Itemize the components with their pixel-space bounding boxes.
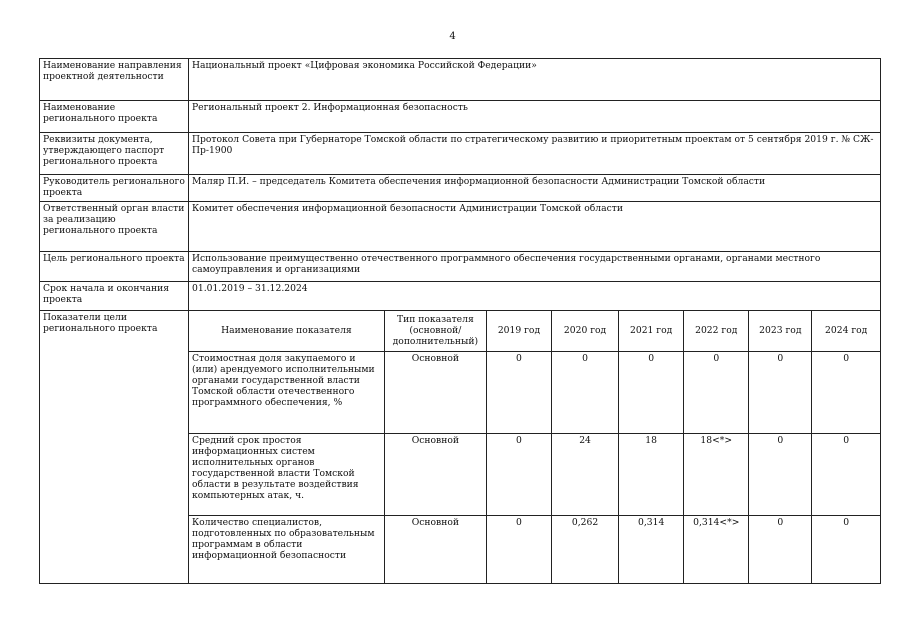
indicator-type: Основной [384, 433, 486, 515]
direction-row [40, 59, 881, 101]
direction-label: Наименование направления проектной деятельности [40, 59, 189, 101]
header-2020: 2020 год [552, 311, 619, 351]
goal-label: Цель регионального проекта [40, 252, 189, 282]
header-2023: 2023 год [749, 311, 812, 351]
indicator-value-2019: 0 [486, 433, 551, 515]
project-name-value: Региональный проект 2. Информационная безопасность [189, 101, 881, 133]
indicator-value-2024: 0 [812, 351, 880, 433]
indicators-header-row [189, 311, 880, 351]
indicator-value-2022: 0,314<*> [684, 515, 749, 583]
indicator-name: Количество специалистов, подготовленных по образовательным программам в области информационной безопасности [189, 515, 384, 583]
indicator-value-2020: 0,262 [552, 515, 619, 583]
indicator-value-2024: 0 [812, 433, 880, 515]
indicators-row [40, 311, 881, 584]
head-value: Маляр П.И. – председатель Комитета обеспечения информационной безопасности Администрации Томской области [189, 175, 881, 202]
period-row [40, 282, 881, 311]
page-number: 4 [449, 31, 456, 42]
header-2024: 2024 год [812, 311, 880, 351]
header-name: Наименование показателя [189, 311, 384, 351]
indicator-name: Средний срок простоя информационных систем исполнительных органов государственной власти Томской области в результате воздействия компьютерных атак, ч. [189, 433, 384, 515]
direction-value: Национальный проект «Цифровая экономика Российской Федерации» [189, 59, 881, 101]
indicator-value-2021: 0,314 [619, 515, 684, 583]
indicator-value-2024: 0 [812, 515, 880, 583]
period-value: 01.01.2019 – 31.12.2024 [189, 282, 881, 311]
goal-row [40, 252, 881, 282]
responsible-label: Ответственный орган власти за реализацию регионального проекта [40, 202, 189, 252]
indicator-row [189, 515, 880, 583]
indicator-row [189, 433, 880, 515]
project-name-label: Наименование регионального проекта [40, 101, 189, 133]
header-2021: 2021 год [619, 311, 684, 351]
indicator-type: Основной [384, 515, 486, 583]
indicator-value-2023: 0 [749, 433, 812, 515]
indicator-value-2022: 0 [684, 351, 749, 433]
indicator-row [189, 351, 880, 433]
indicator-value-2019: 0 [486, 515, 551, 583]
responsible-row [40, 202, 881, 252]
indicator-value-2023: 0 [749, 351, 812, 433]
header-2022: 2022 год [684, 311, 749, 351]
head-row [40, 175, 881, 202]
indicator-value-2023: 0 [749, 515, 812, 583]
document-row [40, 133, 881, 175]
indicator-value-2020: 24 [552, 433, 619, 515]
indicator-type: Основной [384, 351, 486, 433]
header-2019: 2019 год [486, 311, 551, 351]
header-type: Тип показателя (основной/ дополнительный) [384, 311, 486, 351]
indicator-value-2021: 0 [619, 351, 684, 433]
responsible-value: Комитет обеспечения информационной безопасности Администрации Томской области [189, 202, 881, 252]
indicators-cell [189, 311, 881, 584]
indicators-label: Показатели цели регионального проекта [40, 311, 189, 584]
document-value: Протокол Совета при Губернаторе Томской области по стратегическому развитию и приоритетным проектам от 5 сентября 2019 г. № СЖ-Пр-1900 [189, 133, 881, 175]
indicators-table [189, 311, 880, 583]
indicator-name: Стоимостная доля закупаемого и (или) арендуемого исполнительными органами государственной власти Томской области отечественного программного обеспечения, % [189, 351, 384, 433]
indicator-value-2021: 18 [619, 433, 684, 515]
indicator-value-2019: 0 [486, 351, 551, 433]
project-passport-table [39, 58, 881, 584]
indicator-value-2022: 18<*> [684, 433, 749, 515]
period-label: Срок начала и окончания проекта [40, 282, 189, 311]
indicator-value-2020: 0 [552, 351, 619, 433]
document-label: Реквизиты документа, утверждающего паспорт регионального проекта [40, 133, 189, 175]
goal-value: Использование преимущественно отечественного программного обеспечения государственными органами, органами местного самоуправления и организациями [189, 252, 881, 282]
head-label: Руководитель регионального проекта [40, 175, 189, 202]
project-name-row [40, 101, 881, 133]
